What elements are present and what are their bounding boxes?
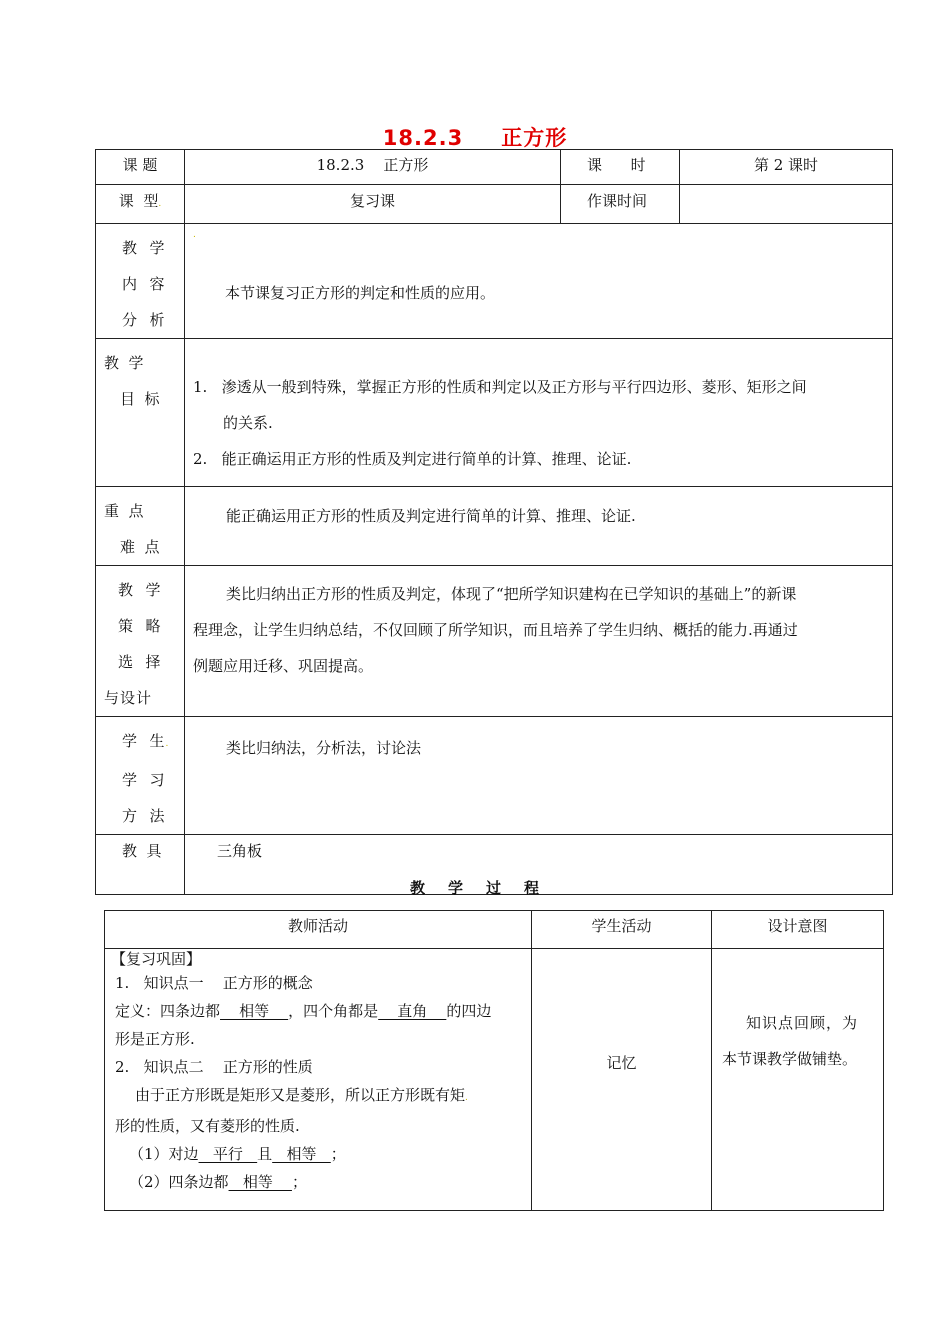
blank-parallel: 平行: [198, 1145, 258, 1163]
item1-line: （1）对边 平行 且 相等 ；: [129, 1145, 346, 1163]
strategy-text: 类比归纳出正方形的性质及判定，体现了“把所学知识建构在已学知识的基础上”的新课 程理念，让学生归纳总结，不仅回顾了所学知识，而且培养了学生归纳、概括的能力.再通过 例题应用迁移、巩固提高。: [185, 566, 893, 717]
title-number: 18.2.3: [382, 126, 464, 150]
header-teacher: 教师活动: [105, 911, 532, 949]
blank-equal-3: 相等: [228, 1173, 292, 1191]
review-heading: 【复习巩固】: [111, 950, 202, 968]
blank-equal: 相等: [220, 1002, 289, 1020]
header-intent: 设计意图: [712, 911, 884, 949]
title-name: 正方形: [501, 126, 568, 150]
header-student: 学生活动: [532, 911, 712, 949]
key-text: 能正确运用正方形的性质及判定进行简单的计算、推理、论证.: [185, 487, 893, 566]
time-label: 作课时间: [561, 185, 680, 224]
topic-label: 课 题: [96, 150, 185, 185]
section-title: 教 学 过 程: [409, 879, 541, 897]
blank-right-angle: 直角: [378, 1002, 447, 1020]
period-label: 课 时: [561, 150, 680, 185]
page-title: [0, 122, 950, 152]
item2-line: （2）四条边都 相等 ；: [129, 1173, 307, 1191]
content-text: . 本节课复习正方形的判定和性质的应用。: [185, 224, 893, 339]
teaching-process-table: [104, 910, 884, 1211]
type-value: 复习课: [185, 185, 561, 224]
tools-text: 三角板: [185, 835, 893, 895]
goals-label: 教 学 目 标: [96, 339, 185, 487]
key-label: 重 点 难 点: [96, 487, 185, 566]
type-label: 课 型.: [96, 185, 185, 224]
tools-label: 教 具: [96, 835, 185, 895]
period-value: 第 2 课时: [680, 150, 893, 185]
property-line-2: 形的性质，又有菱形的性质.: [115, 1117, 300, 1135]
kp1-line: 1. 知识点一 正方形的概念: [115, 974, 313, 992]
time-value: [680, 185, 893, 224]
topic-value: 18.2.3 正方形: [185, 150, 561, 185]
teacher-activity: [105, 949, 532, 1211]
kp2-line: 2. 知识点二 正方形的性质: [115, 1058, 313, 1076]
definition-line: 定义：四条边都 相等 ，四个角都是 直角 的四边: [115, 1002, 492, 1020]
lesson-info-table: [95, 149, 893, 895]
method-text: 类比归纳法，分析法，讨论法: [185, 717, 893, 835]
definition-line-2: 形是正方形.: [115, 1030, 195, 1048]
property-line: 由于正方形既是矩形又是菱形，所以正方形既有矩.: [135, 1086, 468, 1104]
content-label: 教 学 内 容 分 析: [96, 224, 185, 339]
blank-equal-2: 相等: [272, 1145, 331, 1163]
goals-text: 1. 渗透从一般到特殊，掌握正方形的性质和判定以及正方形与平行四边形、菱形、矩形之间 的关系. 2. 能正确运用正方形的性质及判定进行简单的计算、推理、论证.: [185, 339, 893, 487]
student-activity: 记忆: [532, 949, 712, 1211]
method-label: 学 生. 学 习 方 法: [96, 717, 185, 835]
strategy-label: 教 学 策 略 选 择 与设计: [96, 566, 185, 717]
design-intent: 知识点回顾，为 本节课教学做铺垫。: [712, 949, 884, 1211]
